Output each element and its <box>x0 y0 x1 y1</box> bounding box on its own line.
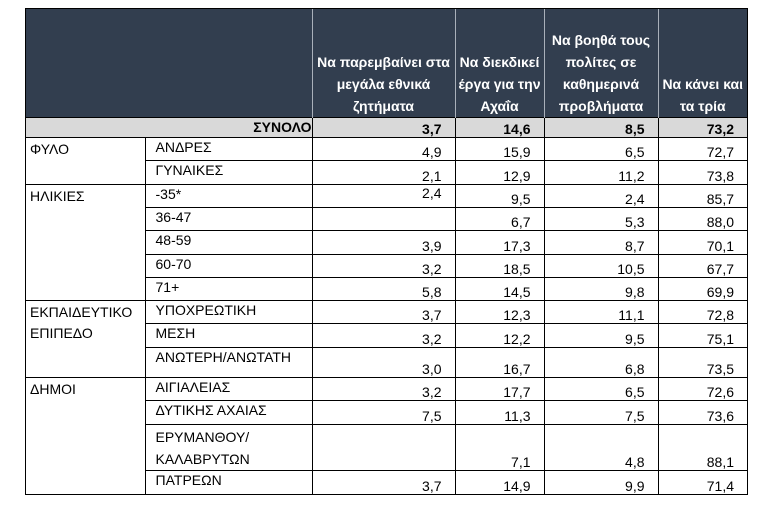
total-value: 14,6 <box>455 117 544 137</box>
value-cell: 88,1 <box>658 424 747 471</box>
subcategory-label: ΓΥΝΑΙΚΕΣ <box>145 161 312 184</box>
value-cell: 4,8 <box>544 424 658 471</box>
value-cell: 9,5 <box>455 184 544 207</box>
header-projects-achaia: Να διεκδικεί έργα για την Αχαΐα <box>455 8 544 117</box>
value-cell <box>312 424 455 471</box>
value-cell: 9,8 <box>544 277 658 300</box>
value-cell: 14,9 <box>455 471 544 494</box>
value-cell: 2,4 <box>312 184 455 207</box>
subcategory-label: ΥΠΟΧΡΕΩΤΙΚΗ <box>145 301 312 324</box>
value-cell: 6,7 <box>455 207 544 230</box>
value-cell: 70,1 <box>658 231 747 254</box>
table-body <box>25 138 747 494</box>
total-label: ΣΥΝΟΛΟ <box>25 117 312 137</box>
subcategory-label: ΠΑΤΡΕΩΝ <box>145 471 312 494</box>
value-cell: 11,1 <box>544 301 658 324</box>
value-cell: 7,5 <box>544 401 658 424</box>
header-blank-cell <box>145 8 312 117</box>
value-cell: 8,7 <box>544 231 658 254</box>
subcategory-label: 60-70 <box>145 254 312 277</box>
value-cell: 12,3 <box>455 301 544 324</box>
category-label: ΦΥΛΟ <box>25 138 145 185</box>
value-cell: 3,7 <box>312 301 455 324</box>
value-cell: 16,7 <box>455 347 544 377</box>
total-row <box>25 117 747 137</box>
value-cell: 17,7 <box>455 378 544 401</box>
value-cell: 5,8 <box>312 277 455 300</box>
value-cell: 73,6 <box>658 401 747 424</box>
subcategory-label: ΑΝΩΤΕΡΗ/ΑΝΩΤΑΤΗ <box>145 347 312 377</box>
value-cell: 5,3 <box>544 207 658 230</box>
subcategory-label: 48-59 <box>145 231 312 254</box>
value-cell: 3,9 <box>312 231 455 254</box>
category-label: ΕΚΠΑΙΔΕΥΤΙΚΟ ΕΠΙΠΕΔΟ <box>25 301 145 378</box>
value-cell: 73,5 <box>658 347 747 377</box>
subcategory-label: 71+ <box>145 277 312 300</box>
table-row <box>25 301 747 324</box>
value-cell: 67,7 <box>658 254 747 277</box>
value-cell: 75,1 <box>658 324 747 347</box>
category-label: ΔΗΜΟΙ <box>25 378 145 495</box>
total-value: 8,5 <box>544 117 658 137</box>
value-cell: 3,2 <box>312 378 455 401</box>
value-cell: 2,4 <box>544 184 658 207</box>
value-cell: 3,7 <box>312 471 455 494</box>
value-cell: 6,8 <box>544 347 658 377</box>
value-cell: 9,9 <box>544 471 658 494</box>
subcategory-label: ΕΡΥΜΑΝΘΟΥ/ ΚΑΛΑΒΡΥΤΩΝ <box>145 424 312 471</box>
value-cell: 9,5 <box>544 324 658 347</box>
header-national-issues: Να παρεμβαίνει στα μεγάλα εθνικά ζητήματα <box>312 8 455 117</box>
value-cell: 72,8 <box>658 301 747 324</box>
value-cell: 15,9 <box>455 138 544 161</box>
header-blank-cell <box>25 8 145 117</box>
value-cell: 17,3 <box>455 231 544 254</box>
value-cell: 88,0 <box>658 207 747 230</box>
value-cell: 3,0 <box>312 347 455 377</box>
total-value: 73,2 <box>658 117 747 137</box>
value-cell: 11,2 <box>544 161 658 184</box>
value-cell: 11,3 <box>455 401 544 424</box>
total-value: 3,7 <box>312 117 455 137</box>
value-cell: 85,7 <box>658 184 747 207</box>
table-row <box>25 378 747 401</box>
table-row <box>25 138 747 161</box>
value-cell: 6,5 <box>544 378 658 401</box>
subcategory-label: 36-47 <box>145 207 312 230</box>
value-cell: 4,9 <box>312 138 455 161</box>
value-cell: 12,9 <box>455 161 544 184</box>
value-cell: 72,6 <box>658 378 747 401</box>
subcategory-label: ΜΕΣΗ <box>145 324 312 347</box>
value-cell <box>312 207 455 230</box>
value-cell: 7,5 <box>312 401 455 424</box>
header-row <box>25 8 747 117</box>
value-cell: 72,7 <box>658 138 747 161</box>
value-cell: 18,5 <box>455 254 544 277</box>
header-daily-problems: Να βοηθά τους πολίτες σε καθημερινά προβλήματα <box>544 8 658 117</box>
survey-table <box>25 8 747 494</box>
value-cell: 3,2 <box>312 324 455 347</box>
value-cell: 7,1 <box>455 424 544 471</box>
value-cell: 73,8 <box>658 161 747 184</box>
value-cell: 3,2 <box>312 254 455 277</box>
header-all-three: Να κάνει και τα τρία <box>658 8 747 117</box>
subcategory-label: ΔΥΤΙΚΗΣ ΑΧΑΙΑΣ <box>145 401 312 424</box>
value-cell: 10,5 <box>544 254 658 277</box>
table-row <box>25 184 747 207</box>
value-cell: 12,2 <box>455 324 544 347</box>
subcategory-label: ΑΝΔΡΕΣ <box>145 138 312 161</box>
value-cell: 2,1 <box>312 161 455 184</box>
category-label: ΗΛΙΚΙΕΣ <box>25 184 145 300</box>
subcategory-label: ΑΙΓΙΑΛΕΙΑΣ <box>145 378 312 401</box>
value-cell: 71,4 <box>658 471 747 494</box>
value-cell: 69,9 <box>658 277 747 300</box>
value-cell: 6,5 <box>544 138 658 161</box>
subcategory-label: -35* <box>145 184 312 207</box>
value-cell: 14,5 <box>455 277 544 300</box>
